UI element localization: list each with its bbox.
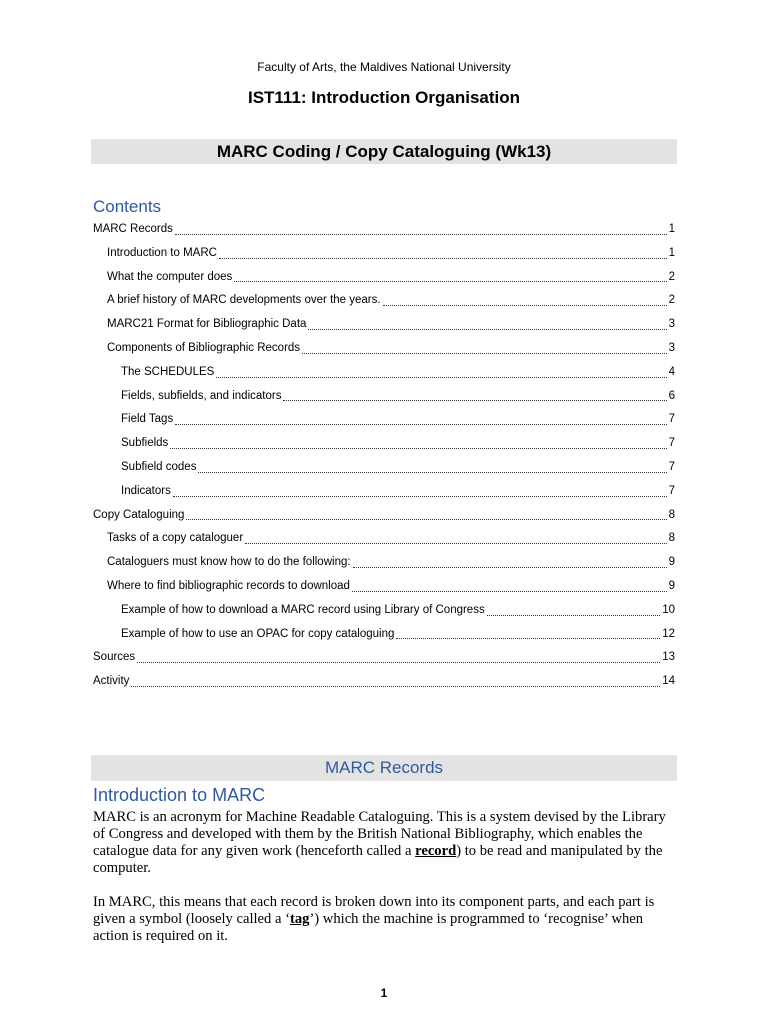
toc-entry-page: 7 — [668, 460, 675, 473]
paragraph-text: MARC is an acronym for Machine Readable Cataloguing. This is a system devised by the Library of Congress and developed with them by the British National Bibliography, which enables the catalogue data for any given work (henceforth called a — [93, 809, 666, 859]
toc-entry[interactable] — [93, 623, 675, 647]
toc-dot-leader — [198, 471, 666, 473]
toc-entry-title: Sources — [93, 651, 136, 664]
toc-entry-title: Subfields — [121, 437, 169, 450]
toc-dot-leader — [487, 614, 660, 616]
toc-entry[interactable] — [93, 527, 675, 551]
toc-entry[interactable] — [93, 242, 675, 266]
toc-entry-page: 7 — [668, 413, 675, 426]
paragraph-text: ’) which the machine is programmed to ‘recognise’ when action is required on it. — [93, 911, 644, 944]
toc-dot-leader — [353, 566, 667, 568]
section-subheading: Introduction to MARC — [93, 785, 266, 805]
toc-entry-page: 2 — [668, 294, 675, 307]
toc-entry[interactable] — [93, 646, 675, 670]
table-of-contents — [93, 218, 675, 694]
toc-entry[interactable] — [93, 337, 675, 361]
toc-entry-title: MARC Records — [93, 223, 173, 235]
paragraph-tags — [93, 894, 675, 945]
paragraph-intro — [93, 809, 675, 877]
toc-entry[interactable] — [93, 313, 675, 337]
toc-entry-page: 12 — [662, 627, 675, 640]
toc-entry[interactable] — [93, 432, 675, 456]
toc-dot-leader — [308, 328, 666, 330]
toc-dot-leader — [216, 376, 666, 378]
paragraph-text: In MARC, this means that each record is broken down into its component parts, and each part is given a symbol (loosely called a ‘ — [93, 894, 655, 927]
term-tag: tag — [289, 911, 310, 927]
toc-entry-title: A brief history of MARC developments over the years. — [107, 294, 381, 307]
toc-dot-leader — [219, 257, 667, 259]
toc-entry[interactable] — [93, 385, 675, 409]
toc-entry-title: What the computer does — [107, 270, 233, 283]
toc-entry[interactable] — [93, 504, 675, 528]
toc-dot-leader — [352, 590, 667, 592]
toc-entry[interactable] — [93, 408, 675, 432]
toc-entry-title: Example of how to download a MARC record using Library of Congress — [121, 603, 485, 616]
toc-entry-title: Indicators — [121, 484, 171, 497]
toc-entry-page: 14 — [662, 675, 675, 688]
toc-entry[interactable] — [93, 289, 675, 313]
toc-entry-title: Where to find bibliographic records to download — [107, 579, 350, 592]
toc-entry[interactable] — [93, 599, 675, 623]
toc-entry-title: Field Tags — [121, 413, 174, 426]
toc-entry-page: 4 — [668, 365, 675, 378]
toc-entry-title: Example of how to use an OPAC for copy cataloguing — [121, 627, 395, 640]
section-banner: MARC Records — [91, 755, 677, 781]
toc-entry[interactable] — [93, 551, 675, 575]
toc-entry[interactable] — [93, 456, 675, 480]
toc-dot-leader — [302, 352, 667, 354]
contents-heading: Contents — [93, 197, 162, 216]
faculty-line: Faculty of Arts, the Maldives National University — [257, 60, 511, 74]
toc-entry-title: MARC21 Format for Bibliographic Data — [107, 318, 307, 331]
toc-entry-page: 7 — [668, 484, 675, 497]
toc-dot-leader — [234, 280, 666, 282]
toc-entry-title: Subfield codes — [121, 460, 197, 473]
course-title: IST111: Introduction Organisation — [247, 88, 521, 107]
toc-dot-leader — [131, 685, 660, 687]
toc-entry-title: Tasks of a copy cataloguer — [107, 532, 244, 545]
toc-dot-leader — [173, 495, 667, 497]
toc-entry-page: 8 — [668, 532, 675, 545]
topic-banner: MARC Coding / Copy Cataloguing (Wk13) — [91, 139, 677, 164]
toc-entry-page: 3 — [668, 341, 675, 354]
toc-entry-page: 8 — [668, 508, 675, 521]
paragraph-text: ) to be read and manipulated by the computer. — [93, 843, 663, 876]
toc-dot-leader — [186, 518, 666, 520]
toc-entry-page: 10 — [662, 603, 675, 616]
toc-entry-title: The SCHEDULES — [121, 365, 215, 378]
toc-entry-page: 6 — [668, 389, 675, 402]
toc-dot-leader — [245, 542, 666, 544]
toc-entry[interactable] — [93, 480, 675, 504]
toc-entry-title: Introduction to MARC — [107, 246, 217, 259]
toc-entry-page: 1 — [668, 246, 675, 259]
toc-entry-page: 7 — [668, 437, 675, 450]
toc-entry-title: Fields, subfields, and indicators — [121, 389, 282, 402]
toc-entry[interactable] — [93, 361, 675, 385]
toc-entry-page: 9 — [668, 556, 675, 569]
toc-entry[interactable] — [93, 218, 675, 242]
toc-entry-page: 3 — [668, 318, 675, 331]
toc-entry[interactable] — [93, 670, 675, 694]
page-number: 1 — [380, 986, 388, 1000]
toc-dot-leader — [396, 637, 660, 639]
toc-entry-page: 13 — [662, 651, 675, 664]
toc-entry[interactable] — [93, 575, 675, 599]
toc-entry-page: 1 — [668, 223, 675, 235]
toc-dot-leader — [383, 304, 667, 306]
toc-entry[interactable] — [93, 266, 675, 290]
toc-entry-title: Copy Cataloguing — [93, 508, 185, 521]
toc-entry-page: 9 — [668, 579, 675, 592]
toc-dot-leader — [283, 399, 666, 401]
toc-dot-leader — [137, 661, 660, 663]
toc-entry-title: Components of Bibliographic Records — [107, 341, 301, 354]
term-record: record — [415, 843, 457, 859]
toc-entry-title: Activity — [93, 675, 130, 688]
toc-dot-leader — [175, 423, 666, 425]
toc-dot-leader — [170, 447, 666, 449]
toc-entry-page: 2 — [668, 270, 675, 283]
toc-dot-leader — [175, 233, 667, 235]
toc-entry-title: Cataloguers must know how to do the following: — [107, 556, 351, 569]
